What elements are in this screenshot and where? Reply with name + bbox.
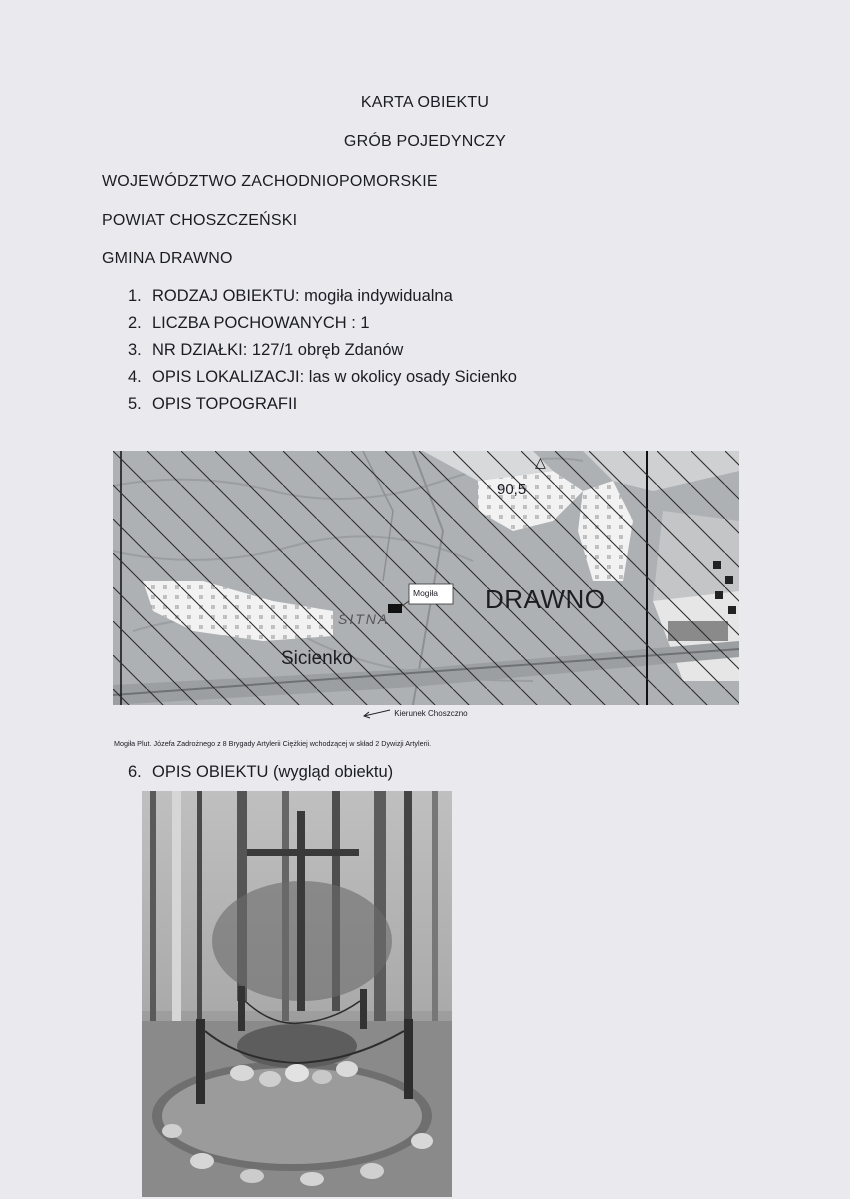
arrow-left-icon	[362, 708, 392, 720]
item-number: 3.	[128, 341, 142, 359]
item-number: 2.	[128, 314, 142, 332]
item-number: 4.	[128, 368, 142, 386]
item-number: 1.	[128, 287, 142, 305]
commune-heading: GMINA DRAWNO	[102, 250, 233, 267]
county-heading: POWIAT CHOSZCZEŃSKI	[102, 212, 298, 229]
item-text: LICZBA POCHOWANYCH : 1	[152, 314, 370, 332]
voivodeship-heading: WOJEWÓDZTWO ZACHODNIOPOMORSKIE	[102, 173, 438, 190]
direction-note	[362, 708, 468, 720]
list-item	[128, 366, 517, 393]
list-item	[128, 393, 517, 420]
map-caption: Mogiła Plut. Józefa Zadrożnego z 8 Brygady Artylerii Ciężkiej wchodzącej w skład 2 Dywizji Artylerii.	[114, 739, 432, 748]
list-item	[128, 763, 393, 782]
document-title: KARTA OBIEKTU	[360, 94, 490, 111]
cross-icon	[297, 811, 305, 1011]
item-number: 6.	[128, 763, 142, 781]
list-item	[128, 339, 517, 366]
item-text: OPIS TOPOGRAFII	[152, 395, 298, 413]
document-subtitle: GRÓB POJEDYNCZY	[343, 133, 507, 150]
grave-photo	[142, 791, 452, 1197]
photo-drawing	[142, 791, 452, 1197]
river-label: SITNA	[338, 611, 390, 627]
grave-marker-label: Mogiła	[413, 588, 439, 598]
elevation-label: 90,5	[497, 481, 527, 498]
item-text: OPIS LOKALIZACJI: las w okolicy osady Sicienko	[152, 368, 517, 386]
list-item	[128, 312, 517, 339]
svg-text:△: △	[535, 455, 546, 471]
item-number: 5.	[128, 395, 142, 413]
item-text: RODZAJ OBIEKTU: mogiła indywidualna	[152, 287, 453, 305]
town-label: DRAWNO	[485, 584, 606, 614]
details-list	[128, 285, 517, 420]
list-item	[128, 285, 517, 312]
direction-label: Kierunek Choszczno	[394, 709, 468, 719]
village-label: Sicienko	[281, 648, 353, 669]
map-drawing	[113, 451, 739, 705]
item-text: OPIS OBIEKTU (wygląd obiektu)	[152, 763, 394, 781]
grave-marker	[388, 604, 402, 613]
topographic-map	[113, 451, 739, 705]
item-text: NR DZIAŁKI: 127/1 obręb Zdanów	[152, 341, 404, 359]
